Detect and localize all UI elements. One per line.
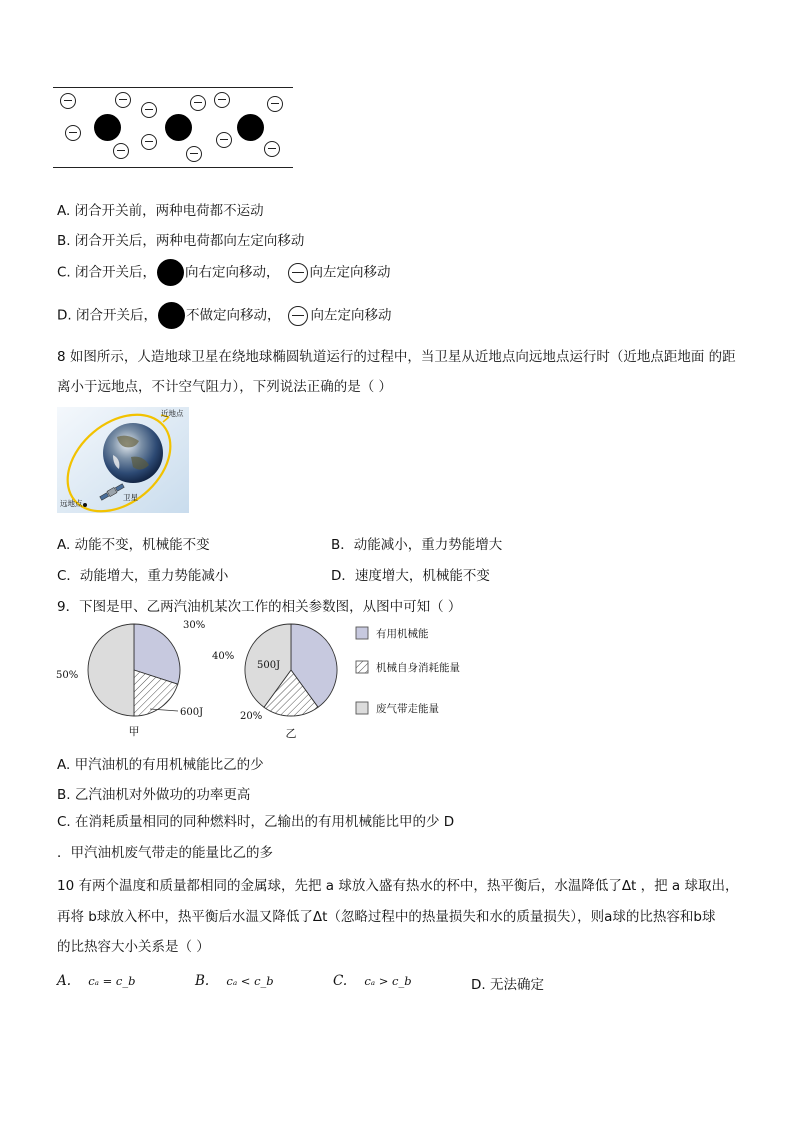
q7-option-c-end: 向左定向移动 <box>309 264 391 281</box>
pie-slice-label: 600J <box>180 707 204 718</box>
satellite-orbit-figure <box>57 407 189 513</box>
earth-icon <box>103 423 163 483</box>
positive-ion-icon <box>165 114 192 141</box>
pie-slice-label: 40% <box>212 651 235 662</box>
negative-charge-icon <box>60 93 76 109</box>
pie-slice-label: 20% <box>240 711 263 722</box>
pie-slice <box>88 624 134 716</box>
negative-charge-icon <box>214 92 230 108</box>
negative-charge-icon <box>141 134 157 150</box>
legend-label: 废气带走能量 <box>376 703 439 715</box>
positive-ion-icon <box>158 302 185 329</box>
q10-stem-line1: 10 有两个温度和质量都相同的金属球，先把 a 球放入盛有热水的杯中，热平衡后，水温降低了Δt ，把 a 球取出， <box>57 878 739 894</box>
q10-stem-line3: 的比热容大小关系是（ ） <box>57 939 210 955</box>
q10-option-b-label: B. <box>195 973 210 989</box>
q9-option-b[interactable]: B. 乙汽油机对外做功的功率更高 <box>57 787 251 803</box>
negative-charge-icon <box>141 102 157 118</box>
negative-charge-icon <box>288 263 308 283</box>
q8-option-b[interactable]: B．动能减小，重力势能增大 <box>331 537 503 553</box>
q10-option-b-text: cₐ < c_b <box>226 974 274 988</box>
q7-option-d-end: 向左定向移动 <box>310 307 392 324</box>
perigee-label: 近地点 <box>161 409 184 418</box>
q9-option-d[interactable]: ．甲汽油机废气带走的能量比乙的多 <box>57 845 273 861</box>
q8-option-a[interactable]: A. 动能不变，机械能不变 <box>57 537 210 553</box>
apogee-point <box>83 503 87 507</box>
legend-label: 有用机械能 <box>376 628 429 640</box>
q7-option-d[interactable] <box>57 302 391 329</box>
legend-label: 机械自身消耗能量 <box>376 662 460 674</box>
pie-title: 乙 <box>285 727 297 740</box>
q8-stem-line2: 离小于远地点，不计空气阻力），下列说法正确的是（ ） <box>57 379 393 395</box>
pie-annotation: 500J <box>257 660 281 671</box>
pie-charts-svg <box>50 613 480 743</box>
q10-option-c-label: C. <box>333 973 348 989</box>
q9-option-a[interactable]: A. 甲汽油机的有用机械能比乙的少 <box>57 757 264 773</box>
negative-charge-icon <box>288 306 308 326</box>
q8-option-d[interactable]: D．速度增大，机械能不变 <box>331 568 490 584</box>
q10-option-a-text: cₐ = c_b <box>88 974 136 988</box>
positive-ion-icon <box>94 114 121 141</box>
positive-ion-icon <box>237 114 264 141</box>
negative-charge-icon <box>264 141 280 157</box>
legend-swatch <box>356 627 368 639</box>
q10-option-c-text: cₐ > c_b <box>364 974 412 988</box>
engine-pie-charts <box>50 613 480 743</box>
q8-stem-line1: 8 如图所示，人造地球卫星在绕地球椭圆轨道运行的过程中，当卫星从近地点向远地点运行时（近地点距地面 的距 <box>57 349 736 365</box>
q7-option-d-prefix: D. 闭合开关后， <box>57 307 157 324</box>
q7-option-a[interactable]: A. 闭合开关前，两种电荷都不运动 <box>57 203 264 219</box>
q7-option-c[interactable] <box>57 259 391 286</box>
q9-option-c[interactable]: C. 在消耗质量相同的同种燃料时，乙输出的有用机械能比甲的少 D <box>57 814 455 830</box>
apogee-label: 远地点 <box>60 499 83 508</box>
pie-slice-label: 30% <box>183 620 206 631</box>
q10-stem-line2: 再将 b球放入杯中，热平衡后水温又降低了Δt（忽略过程中的热量损失和水的质量损失），则a球的比热容和b球 <box>57 909 716 925</box>
legend-swatch <box>356 702 368 714</box>
q10-option-c[interactable] <box>333 973 412 989</box>
legend-swatch <box>356 661 368 673</box>
q8-option-c[interactable]: C．动能增大，重力势能减小 <box>57 568 229 584</box>
q10-option-b[interactable] <box>195 973 274 989</box>
conductor-top-edge <box>53 87 293 88</box>
positive-ion-icon <box>157 259 184 286</box>
q7-option-d-mid: 不做定向移动， <box>185 307 281 324</box>
negative-charge-icon <box>186 146 202 162</box>
satellite-orbit-svg <box>57 407 189 513</box>
q10-option-d[interactable]: D. 无法确定 <box>471 977 544 993</box>
negative-charge-icon <box>190 95 206 111</box>
negative-charge-icon <box>216 132 232 148</box>
q7-option-c-prefix: C. 闭合开关后， <box>57 264 157 281</box>
pie-title: 甲 <box>128 725 140 738</box>
conductor-bottom-edge <box>53 167 293 168</box>
negative-charge-icon <box>115 92 131 108</box>
q10-option-a-label: A. <box>57 973 72 989</box>
negative-charge-icon <box>65 125 81 141</box>
pie-slice-label: 50% <box>56 670 79 681</box>
q9-stem: 9．下图是甲、乙两汽油机某次工作的相关参数图，从图中可知（ ） <box>57 599 462 615</box>
satellite-label: 卫星 <box>123 493 138 502</box>
negative-charge-icon <box>267 96 283 112</box>
q10-option-a[interactable] <box>57 973 135 989</box>
q7-option-c-mid: 向右定向移动， <box>185 264 280 281</box>
negative-charge-icon <box>113 143 129 159</box>
q7-option-b[interactable]: B. 闭合开关后，两种电荷都向左定向移动 <box>57 233 305 249</box>
